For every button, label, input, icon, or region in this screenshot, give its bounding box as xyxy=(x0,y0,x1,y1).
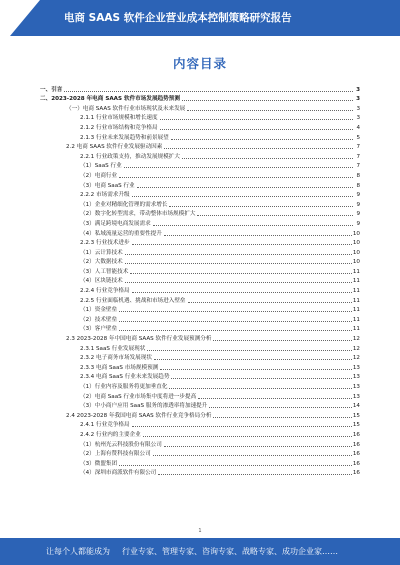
toc-entry-label: 2.2.5 行业面临机遇、挑战和市场进入壁垒 xyxy=(80,297,186,304)
dot-leader xyxy=(171,139,353,140)
toc-entry[interactable] xyxy=(40,295,360,305)
table-of-contents xyxy=(40,84,360,477)
dot-leader xyxy=(169,388,351,389)
toc-entry[interactable] xyxy=(40,333,360,343)
toc-entry-page: 15 xyxy=(352,412,360,419)
toc-entry-label: 2.4.1 行业竞争格局 xyxy=(80,422,130,429)
toc-entry-page: 9 xyxy=(356,192,360,199)
toc-entry-label: （1）云计算技术 xyxy=(80,249,123,256)
toc-entry-page: 13 xyxy=(352,374,360,381)
toc-entry[interactable] xyxy=(40,468,360,478)
toc-entry-label: （3）人工智能技术 xyxy=(80,268,129,275)
toc-entry[interactable] xyxy=(40,314,360,324)
toc-entry[interactable] xyxy=(40,353,360,363)
toc-entry-page: 4 xyxy=(356,124,360,131)
dot-leader xyxy=(160,119,353,120)
toc-entry-label: 2.2.2 市场需求升级 xyxy=(80,192,130,199)
dot-leader xyxy=(188,302,352,303)
toc-entry-label: （2）技术壁垒 xyxy=(80,316,118,323)
toc-entry-page: 10 xyxy=(352,230,360,237)
toc-entry-page: 11 xyxy=(352,307,360,314)
toc-entry-page: 11 xyxy=(352,268,360,275)
dot-leader xyxy=(153,225,353,226)
toc-entry[interactable] xyxy=(40,209,360,219)
toc-entry-page: 11 xyxy=(352,278,360,285)
toc-entry[interactable] xyxy=(40,170,360,180)
toc-entry-label: （4）区块链技术 xyxy=(80,278,123,285)
toc-entry-label: 2.3 2023-2028 年中国电商 SAAS 软件行业发展预测分析 xyxy=(66,336,212,343)
dot-leader xyxy=(124,167,353,168)
dot-leader xyxy=(119,321,352,322)
toc-entry[interactable] xyxy=(40,218,360,228)
dot-leader xyxy=(182,158,353,159)
toc-entry-label: （3）中小商户应用 SaaS 服务的渗透率将加速提升 xyxy=(80,403,208,410)
toc-entry[interactable] xyxy=(40,449,360,459)
toc-entry-page: 16 xyxy=(352,431,360,438)
dot-leader xyxy=(160,129,353,130)
toc-entry[interactable] xyxy=(40,238,360,248)
toc-entry-label: （2）大数据技术 xyxy=(80,259,123,266)
dot-leader xyxy=(119,311,352,312)
toc-entry[interactable] xyxy=(40,113,360,123)
dot-leader xyxy=(119,177,353,178)
toc-entry-page: 11 xyxy=(352,316,360,323)
toc-entry-label: 2.3.1 SaaS 行业发展现状 xyxy=(80,345,146,352)
toc-entry-label: （2）数字化转型需求，带动整体市场规模扩大 xyxy=(80,211,196,218)
dot-leader xyxy=(197,215,353,216)
toc-entry[interactable] xyxy=(40,247,360,257)
toc-entry-page: 10 xyxy=(352,249,360,256)
toc-entry[interactable] xyxy=(40,401,360,411)
toc-entry[interactable] xyxy=(40,324,360,334)
dot-leader xyxy=(147,350,352,351)
toc-entry-page: 16 xyxy=(352,460,360,467)
toc-entry[interactable] xyxy=(40,391,360,401)
toc-entry-label: 2.3.2 电子商务市场发展现状 xyxy=(80,355,152,362)
toc-entry-label: 2.2.3 行业技术进步 xyxy=(80,240,130,247)
toc-entry[interactable] xyxy=(40,429,360,439)
toc-entry-label: （1）SaaS 行业 xyxy=(80,163,122,170)
toc-entry-page: 12 xyxy=(352,345,360,352)
dot-leader xyxy=(154,359,352,360)
toc-entry-label: （1）资金壁垒 xyxy=(80,307,118,314)
toc-entry-page: 12 xyxy=(352,355,360,362)
dot-leader xyxy=(213,417,351,418)
toc-entry-page: 5 xyxy=(356,134,360,141)
toc-entry-label: 2.3.3 电商 SaaS 市场规模预测 xyxy=(80,364,159,371)
dot-leader xyxy=(209,407,352,408)
toc-entry-page: 11 xyxy=(352,326,360,333)
toc-entry-page: 7 xyxy=(356,153,360,160)
toc-entry-page: 7 xyxy=(356,144,360,151)
header-bar xyxy=(0,0,400,36)
toc-entry[interactable] xyxy=(40,199,360,209)
toc-entry-label: （2）上海有赞科技有限公司 xyxy=(80,451,151,458)
dot-leader xyxy=(158,474,352,475)
toc-entry-label: （1）行业内容及服务将更加垂直化 xyxy=(80,384,168,390)
toc-entry-label: （2）电商行业 xyxy=(80,172,118,179)
dot-leader xyxy=(125,263,352,264)
toc-entry-page: 13 xyxy=(352,393,360,400)
toc-entry[interactable] xyxy=(40,458,360,468)
dot-leader xyxy=(164,235,352,236)
toc-entry[interactable] xyxy=(40,266,360,276)
dot-leader xyxy=(64,91,353,92)
toc-entry-label: 2.2.1 行业政策支持，推动发展规模扩大 xyxy=(80,153,180,160)
toc-entry-label: （4）深圳市商派软件有限公司 xyxy=(80,470,157,477)
toc-entry-label: （4）私域流量运营的重要性提升 xyxy=(80,230,162,237)
toc-entry-page: 11 xyxy=(352,288,360,295)
toc-entry-label: 2.4.2 行业内的主要企业 xyxy=(80,431,141,438)
toc-entry[interactable] xyxy=(40,410,360,420)
toc-entry[interactable] xyxy=(40,228,360,238)
toc-entry-page: 3 xyxy=(356,115,360,122)
dot-leader xyxy=(153,455,352,456)
toc-entry[interactable] xyxy=(40,190,360,200)
dot-leader xyxy=(125,254,352,255)
dot-leader xyxy=(132,426,352,427)
toc-entry-label: （2）电商 SaaS 行业市场集中度将进一步提高 xyxy=(80,393,197,400)
toc-entry[interactable] xyxy=(40,439,360,449)
dot-leader xyxy=(132,196,353,197)
toc-entry[interactable] xyxy=(40,84,360,94)
dot-leader xyxy=(119,465,352,466)
toc-entry-page: 8 xyxy=(356,172,360,179)
toc-entry[interactable] xyxy=(40,151,360,161)
dot-leader xyxy=(137,187,353,188)
header-notch xyxy=(0,0,40,36)
dot-leader xyxy=(182,100,353,101)
toc-entry[interactable] xyxy=(40,161,360,171)
toc-entry[interactable] xyxy=(40,103,360,113)
toc-entry[interactable] xyxy=(40,276,360,286)
toc-entry[interactable] xyxy=(40,343,360,353)
toc-entry-page: 12 xyxy=(352,336,360,343)
toc-entry-label: 2.1.2 行业市场结构和竞争格局 xyxy=(80,124,158,131)
footer-bar xyxy=(0,538,400,565)
toc-entry[interactable] xyxy=(40,381,360,391)
toc-entry-label: 二、2023-2028 年电商 SAAS 软件市场发展趋势预测 xyxy=(40,96,180,103)
dot-leader xyxy=(164,446,352,447)
toc-entry-page: 14 xyxy=(352,403,360,410)
toc-entry[interactable] xyxy=(40,122,360,132)
dot-leader xyxy=(213,340,351,341)
toc-entry[interactable] xyxy=(40,362,360,372)
dot-leader xyxy=(132,244,352,245)
dot-leader xyxy=(160,369,352,370)
dot-leader xyxy=(171,378,351,379)
toc-entry-page: 16 xyxy=(352,441,360,448)
toc-entry-page: 13 xyxy=(352,364,360,371)
toc-entry-page: 3 xyxy=(356,105,360,112)
toc-entry-page: 13 xyxy=(352,384,360,390)
toc-entry-page: 10 xyxy=(352,259,360,266)
dot-leader xyxy=(132,292,352,293)
toc-entry-page: 9 xyxy=(356,220,360,227)
toc-entry-page: 10 xyxy=(352,240,360,247)
page-number: 1 xyxy=(198,528,202,534)
toc-entry[interactable] xyxy=(40,420,360,430)
toc-entry[interactable] xyxy=(40,285,360,295)
toc-entry[interactable] xyxy=(40,180,360,190)
toc-entry-label: 2.1.3 行业未来发展趋势和前景展望 xyxy=(80,134,169,141)
dot-leader xyxy=(143,436,352,437)
toc-entry-page: 3 xyxy=(356,86,360,93)
toc-entry-label: 2.4 2023-2028 年我国电商 SAAS 软件行业竞争格局分析 xyxy=(66,412,212,419)
toc-entry[interactable] xyxy=(40,132,360,142)
toc-entry-label: 2.3.4 电商 SaaS 行业未来发展趋势 xyxy=(80,374,170,381)
toc-entry[interactable] xyxy=(40,257,360,267)
toc-entry-label: （1）企业对精细化管理的需求增长 xyxy=(80,201,168,208)
footer-tagline: 行业专家、管理专家、咨询专家、战略专家、成功企业家…… xyxy=(122,547,338,556)
footer-slogan: 让每个人都能成为 xyxy=(46,547,110,556)
dot-leader xyxy=(119,330,352,331)
toc-entry-label: 2.2.4 行业竞争格局 xyxy=(80,288,130,295)
toc-entry[interactable] xyxy=(40,142,360,152)
toc-entry-label: （一）电商 SAAS 软件行业市场现状及未来发展 xyxy=(66,105,186,112)
dot-leader xyxy=(169,206,353,207)
toc-title: 内容目录 xyxy=(172,56,227,71)
toc-entry-label: （1）杭州光云科技股份有限公司 xyxy=(80,441,162,448)
toc-entry-label: 2.1.1 行业市场规模和增长速度 xyxy=(80,115,158,122)
toc-entry-page: 7 xyxy=(356,163,360,170)
dot-leader xyxy=(198,398,352,399)
toc-entry-page: 8 xyxy=(356,182,360,189)
header-title: 电商 SAAS 软件企业营业成本控制策略研究报告 xyxy=(64,12,292,24)
toc-entry-page: 15 xyxy=(352,422,360,429)
toc-entry-label: （3）电商 SaaS 行业 xyxy=(80,182,135,189)
dot-leader xyxy=(164,148,353,149)
toc-entry-page: 16 xyxy=(352,470,360,477)
toc-entry-page: 16 xyxy=(352,451,360,458)
toc-entry[interactable] xyxy=(40,372,360,382)
toc-entry-label: 2.2 电商 SAAS 软件行业发展驱动因素 xyxy=(66,144,163,151)
dot-leader xyxy=(187,110,353,111)
toc-entry-page: 9 xyxy=(356,201,360,208)
toc-entry-page: 3 xyxy=(356,96,360,103)
dot-leader xyxy=(130,273,352,274)
toc-entry[interactable] xyxy=(40,305,360,315)
toc-entry-label: （3）满足跨境电商发展需求 xyxy=(80,220,151,227)
toc-entry-label: （3）客户壁垒 xyxy=(80,326,118,333)
toc-entry-page: 9 xyxy=(356,211,360,218)
toc-entry[interactable] xyxy=(40,94,360,104)
toc-entry-label: （3）微盟集团 xyxy=(80,460,118,467)
toc-entry-label: 一、引言 xyxy=(40,86,63,93)
toc-entry-page: 11 xyxy=(352,297,360,304)
dot-leader xyxy=(125,282,352,283)
